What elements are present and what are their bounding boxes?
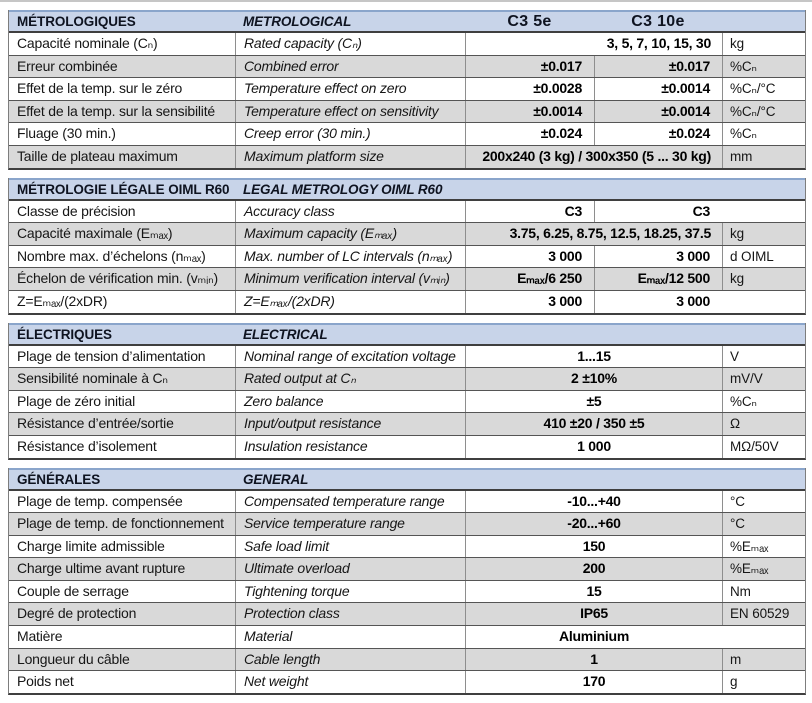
row-unit: g — [722, 671, 805, 693]
row-label-fr: Matière — [17, 628, 63, 645]
row-label-en: Net weight — [235, 671, 465, 693]
row-label-en: Maximum capacity (Eₘₐₓ) — [235, 223, 465, 245]
row-value-model-1: ±0.0028 — [465, 78, 594, 100]
row-label-fr: Effet de la temp. sur la sensibilité — [17, 102, 215, 119]
row-label-fr: Nombre max. d’échelons (nₘₐₓ) — [17, 247, 206, 264]
row-value: 1 000 — [465, 436, 722, 458]
row-value: 170 — [465, 671, 722, 693]
row-label-fr: Degré de protection — [17, 605, 137, 622]
row-value-model-2: C3 — [594, 201, 722, 223]
row-value-model-2: ±0.0014 — [594, 78, 722, 100]
spec-row — [9, 413, 805, 436]
row-label-fr: Classe de précision — [17, 202, 136, 219]
spec-row — [9, 101, 805, 124]
row-value-model-2: ±0.0014 — [594, 101, 722, 123]
spec-section-0 — [8, 10, 806, 170]
row-value: 15 — [465, 581, 722, 603]
row-unit: kg — [722, 268, 805, 290]
row-value-model-2: 3 000 — [594, 246, 722, 268]
row-label-en: Service temperature range — [235, 513, 465, 535]
row-label-fr: Plage de zéro initial — [17, 392, 135, 409]
section-header — [9, 468, 805, 491]
column-header-model-2: C3 10e — [631, 12, 685, 30]
spec-row — [9, 626, 805, 649]
row-value-model-1: C3 — [465, 201, 594, 223]
row-label-fr: Échelon de vérification min. (vₘᵢₙ) — [17, 270, 218, 287]
row-label-en: Creep error (30 min.) — [235, 123, 465, 145]
spec-section-2 — [8, 323, 806, 460]
row-label-en: Accuracy class — [235, 201, 465, 223]
section-header — [9, 178, 805, 201]
row-unit: %Cₙ — [722, 123, 805, 145]
row-unit: m — [722, 649, 805, 671]
section-title-fr: GÉNÉRALES — [17, 471, 101, 487]
row-label-en: Nominal range of excitation voltage — [235, 346, 465, 368]
row-label-en: Minimum verification interval (vₘᵢₙ) — [235, 268, 465, 290]
spec-row — [9, 603, 805, 626]
spec-row — [9, 78, 805, 101]
row-value: Aluminium — [465, 626, 722, 648]
row-unit: °C — [722, 513, 805, 535]
row-label-en: Zero balance — [235, 391, 465, 413]
row-unit: kg — [722, 33, 805, 55]
row-label-fr: Fluage (30 min.) — [17, 125, 116, 142]
spec-row — [9, 513, 805, 536]
row-label-fr: Erreur combinée — [17, 57, 118, 74]
row-unit: %Eₘₐₓ — [722, 536, 805, 558]
row-label-en: Rated capacity (Cₙ) — [235, 33, 465, 55]
row-label-fr: Couple de serrage — [17, 582, 129, 599]
spec-row — [9, 491, 805, 514]
row-unit: V — [722, 346, 805, 368]
row-label-en: Safe load limit — [235, 536, 465, 558]
row-label-fr: Résistance d’isolement — [17, 437, 157, 454]
row-value: 200x240 (3 kg) / 300x350 (5 ... 30 kg) — [465, 146, 722, 168]
spec-row — [9, 223, 805, 246]
spec-table — [8, 10, 806, 703]
row-label-en: Rated output at Cₙ — [235, 368, 465, 390]
row-label-en: Ultimate overload — [235, 558, 465, 580]
row-value: -20...+60 — [465, 513, 722, 535]
spec-row — [9, 581, 805, 604]
row-value-model-1: ±0.017 — [465, 56, 594, 78]
row-label-fr: Effet de la temp. sur le zéro — [17, 80, 183, 97]
row-label-en: Temperature effect on zero — [235, 78, 465, 100]
row-value: 3, 5, 7, 10, 15, 30 — [465, 33, 722, 55]
row-label-en: Compensated temperature range — [235, 491, 465, 513]
row-label-en: Insulation resistance — [235, 436, 465, 458]
row-value-model-1: ±0.0014 — [465, 101, 594, 123]
column-header-model-1: C3 5e — [507, 12, 552, 30]
section-title-fr: MÉTROLOGIE LÉGALE OIML R60 — [17, 181, 230, 197]
row-label-en: Input/output resistance — [235, 413, 465, 435]
spec-row — [9, 391, 805, 414]
row-unit: mm — [722, 146, 805, 168]
row-unit: %Cₙ — [722, 391, 805, 413]
row-label-en: Max. number of LC intervals (nₘₐₓ) — [235, 246, 465, 268]
row-value-model-1: 3 000 — [465, 246, 594, 268]
spec-section-1 — [8, 178, 806, 315]
spec-row — [9, 268, 805, 291]
spec-row — [9, 33, 805, 56]
spec-row — [9, 346, 805, 369]
section-title-en: GENERAL — [243, 471, 309, 487]
row-label-en: Z=Eₘₐₓ/(2xDR) — [235, 291, 465, 313]
row-unit: %Cₙ — [722, 56, 805, 78]
row-value-model-1: Eₘₐₓ/6 250 — [465, 268, 594, 290]
row-label-en: Cable length — [235, 649, 465, 671]
row-label-fr: Z=Eₘₐₓ/(2xDR) — [17, 292, 108, 309]
row-value: 1 — [465, 649, 722, 671]
spec-row — [9, 536, 805, 559]
row-value: 2 ±10% — [465, 368, 722, 390]
spec-row — [9, 291, 805, 313]
section-title-en: METROLOGICAL — [243, 14, 352, 29]
row-unit: d OIML — [722, 246, 805, 268]
row-label-fr: Poids net — [17, 673, 74, 690]
row-value: 150 — [465, 536, 722, 558]
row-label-fr: Charge ultime avant rupture — [17, 560, 186, 577]
top-divider-line — [0, 0, 812, 2]
spec-row — [9, 558, 805, 581]
row-label-fr: Plage de temp. de fonctionnement — [17, 515, 224, 532]
section-title-fr: MÉTROLOGIQUES — [17, 14, 136, 29]
row-unit: EN 60529 — [722, 603, 805, 625]
row-label-fr: Sensibilité nominale à Cₙ — [17, 370, 168, 387]
row-value-model-2: ±0.017 — [594, 56, 722, 78]
row-unit: %Cₙ/°C — [722, 101, 805, 123]
row-value: 200 — [465, 558, 722, 580]
row-value: -10...+40 — [465, 491, 722, 513]
row-unit: %Eₘₐₓ — [722, 558, 805, 580]
section-title-en: LEGAL METROLOGY OIML R60 — [243, 181, 443, 197]
section-title-en: ELECTRICAL — [243, 326, 328, 342]
row-label-en: Protection class — [235, 603, 465, 625]
row-label-fr: Plage de temp. compensée — [17, 492, 183, 509]
section-header — [9, 10, 805, 33]
row-unit: °C — [722, 491, 805, 513]
row-unit: MΩ/50V — [722, 436, 805, 458]
spec-row — [9, 649, 805, 672]
row-unit: kg — [722, 223, 805, 245]
row-unit: mV/V — [722, 368, 805, 390]
row-value: ±5 — [465, 391, 722, 413]
row-label-fr: Capacité nominale (Cₙ) — [17, 35, 158, 51]
spec-row — [9, 56, 805, 79]
row-value-model-2: ±0.024 — [594, 123, 722, 145]
spec-row — [9, 246, 805, 269]
spec-row — [9, 368, 805, 391]
spec-section-3 — [8, 468, 806, 695]
row-label-fr: Plage de tension d’alimentation — [17, 347, 206, 364]
row-label-fr: Capacité maximale (Eₘₐₓ) — [17, 225, 173, 242]
row-value: 1...15 — [465, 346, 722, 368]
row-label-fr: Taille de plateau maximum — [17, 147, 178, 164]
section-header — [9, 323, 805, 346]
row-label-fr: Charge limite admissible — [17, 537, 165, 554]
row-value: IP65 — [465, 603, 722, 625]
row-label-fr: Longueur du câble — [17, 650, 130, 667]
spec-row — [9, 123, 805, 146]
row-label-en: Maximum platform size — [235, 146, 465, 168]
row-unit: Nm — [722, 581, 805, 603]
row-unit: %Cₙ/°C — [722, 78, 805, 100]
row-value-model-2: Eₘₐₓ/12 500 — [594, 268, 722, 290]
row-unit: Ω — [722, 413, 805, 435]
row-value: 410 ±20 / 350 ±5 — [465, 413, 722, 435]
spec-row — [9, 201, 805, 224]
row-label-en: Tightening torque — [235, 581, 465, 603]
row-label-en: Temperature effect on sensitivity — [235, 101, 465, 123]
row-value-model-1: 3 000 — [465, 291, 594, 313]
spec-row — [9, 436, 805, 458]
row-label-en: Combined error — [235, 56, 465, 78]
row-label-fr: Résistance d’entrée/sortie — [17, 415, 174, 432]
row-value-model-2: 3 000 — [594, 291, 722, 313]
section-title-fr: ÉLECTRIQUES — [17, 326, 112, 342]
row-value-model-1: ±0.024 — [465, 123, 594, 145]
row-label-en: Material — [235, 626, 465, 648]
row-value: 3.75, 6.25, 8.75, 12.5, 18.25, 37.5 — [465, 223, 722, 245]
spec-row — [9, 146, 805, 168]
